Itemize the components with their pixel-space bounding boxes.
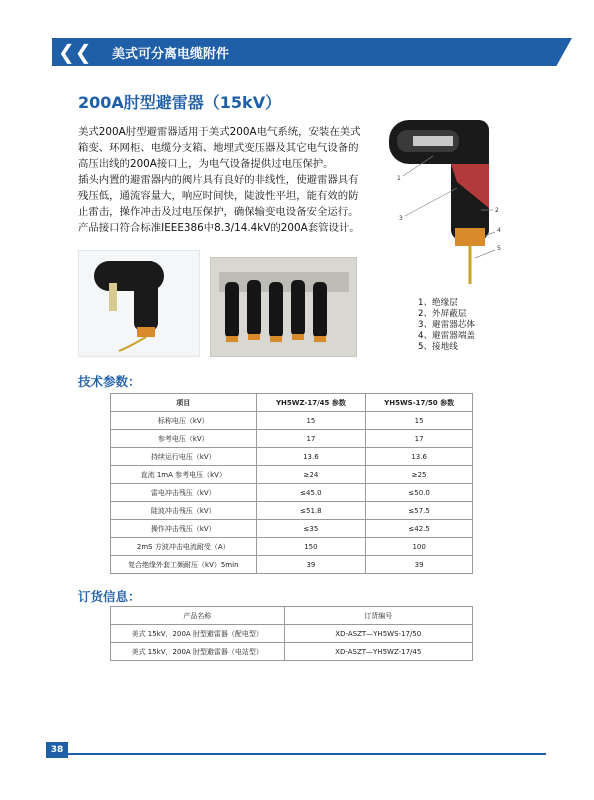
table-cell: 39 <box>366 556 473 574</box>
table-cell: 复合绝缘外套工频耐压（kV）5min <box>111 556 257 574</box>
table-cell: ≥24 <box>256 466 366 484</box>
table-cell: ≥25 <box>366 466 473 484</box>
table-row <box>111 502 473 520</box>
diagram-legend <box>418 298 475 353</box>
installed-cap <box>292 334 304 340</box>
table-cell: ≤45.0 <box>256 484 366 502</box>
installed-arrester <box>247 280 261 336</box>
spec-section-title: 技术参数： <box>78 374 141 389</box>
table-cell: 美式 15kV，200A 肘型避雷器（配电型） <box>111 625 285 643</box>
arrester-end-cap <box>455 228 485 246</box>
table-cell: 13.6 <box>366 448 473 466</box>
table-cell: 15 <box>256 412 366 430</box>
header-ribbon <box>52 38 572 66</box>
table-cell: 17 <box>256 430 366 448</box>
spec-table-header <box>111 394 473 412</box>
table-cell: 2mS 方波冲击电流耐受（A） <box>111 538 257 556</box>
photo-end-cap <box>137 327 155 337</box>
table-cell: ≤50.0 <box>366 484 473 502</box>
table-cell: ≤42.5 <box>366 520 473 538</box>
table-cell: 标称电压（kV） <box>111 412 257 430</box>
product-photo-single-svg <box>79 251 199 356</box>
callout-5: 5 <box>497 245 501 252</box>
table-cell: 17 <box>366 430 473 448</box>
callout-line-5 <box>475 250 495 258</box>
table-cell: 100 <box>366 538 473 556</box>
order-table <box>110 606 473 661</box>
installed-cap <box>314 336 326 342</box>
legend-item: 3、避雷器芯体 <box>418 320 476 330</box>
probe-section <box>413 136 453 146</box>
table-cell: XD-ASZT—YH5WZ-17/45 <box>284 643 472 661</box>
chevron-left-icon: ❮❮ <box>58 40 92 64</box>
table-cell: 操作冲击残压（kV） <box>111 520 257 538</box>
installed-arrester <box>291 280 305 336</box>
product-photo-single <box>78 250 200 357</box>
installed-cap <box>226 336 238 342</box>
installed-arrester <box>225 282 239 338</box>
table-row <box>111 538 473 556</box>
photo-ground-wire <box>119 337 146 351</box>
installed-arrester <box>269 282 283 338</box>
table-row <box>111 430 473 448</box>
table-cell: 39 <box>256 556 366 574</box>
order-header-code: 订货编号 <box>284 607 472 625</box>
installed-cap <box>270 336 282 342</box>
photo-stud <box>109 283 117 311</box>
header-title: 美式可分离电缆附件 <box>112 47 230 62</box>
description-paragraph-1: 美式200A肘型避雷器适用于美式200A电气系统，安装在美式箱变、环网柜、电缆分支箱、地埋式变压器及其它电气设备的高压出线的200A接口上，为电气设备提供过电压保护。 <box>78 126 361 170</box>
table-cell: 持续运行电压（kV） <box>111 448 257 466</box>
order-table-header <box>111 607 473 625</box>
table-row <box>111 466 473 484</box>
installed-arrester <box>313 282 327 338</box>
description-paragraph-2: 插头内置的避雷器内的阀片具有良好的非线性，使避雷器具有残压低，通流容量大，响应时间快，陡波性平坦，能有效的防止雷击，操作冲击及过电压保护，确保输变电设备安全运行。 <box>78 174 359 218</box>
table-cell: XD-ASZT—YH5WS-17/50 <box>284 625 472 643</box>
photo-arrester <box>134 261 158 331</box>
callout-2: 2 <box>495 207 499 214</box>
footer-rule <box>46 753 546 755</box>
legend-item: 2、外屏蔽层 <box>418 309 467 319</box>
table-cell: ≤35 <box>256 520 366 538</box>
table-cell: ≤51.8 <box>256 502 366 520</box>
legend-item: 4、避雷器端盖 <box>418 331 476 341</box>
installed-cap <box>248 334 260 340</box>
table-row <box>111 484 473 502</box>
table-cell: 陡波冲击残压（kV） <box>111 502 257 520</box>
diagram-svg <box>385 108 515 288</box>
callout-4: 4 <box>497 227 501 234</box>
spec-header-item: 项目 <box>111 394 257 412</box>
table-cell: ≤57.5 <box>366 502 473 520</box>
product-photo-installed <box>210 257 357 357</box>
table-row <box>111 412 473 430</box>
page-number: 38 <box>46 742 68 758</box>
order-header-name: 产品名称 <box>111 607 285 625</box>
description-paragraph-3: 产品接口符合标准IEEE386中8.3/14.4kV的200A套管设计。 <box>78 222 360 234</box>
table-cell: 雷电冲击残压（kV） <box>111 484 257 502</box>
callout-3: 3 <box>399 215 403 222</box>
table-cell: 直流 1mA 参考电压（kV） <box>111 466 257 484</box>
table-cell: 150 <box>256 538 366 556</box>
table-cell: 参考电压（kV） <box>111 430 257 448</box>
product-photo-installed-svg <box>211 258 356 356</box>
table-row <box>111 643 473 661</box>
table-row <box>111 625 473 643</box>
table-row <box>111 520 473 538</box>
arrester-cutaway-diagram <box>385 108 515 288</box>
spec-table <box>110 393 473 574</box>
product-description <box>78 124 368 236</box>
product-title: 200A肘型避雷器（15kV） <box>78 93 282 112</box>
spec-header-model-1: YH5WZ-17/45 参数 <box>256 394 366 412</box>
table-row <box>111 448 473 466</box>
table-cell: 美式 15kV，200A 肘型避雷器（电站型） <box>111 643 285 661</box>
table-cell: 13.6 <box>256 448 366 466</box>
order-section-title: 订货信息： <box>78 589 141 604</box>
callout-1: 1 <box>397 175 401 182</box>
spec-header-model-2: YH5WS-17/50 参数 <box>366 394 473 412</box>
callout-line-3 <box>405 188 457 216</box>
table-row <box>111 556 473 574</box>
table-cell: 15 <box>366 412 473 430</box>
legend-item: 5、接地线 <box>418 342 458 352</box>
legend-item: 1、绝缘层 <box>418 298 458 308</box>
